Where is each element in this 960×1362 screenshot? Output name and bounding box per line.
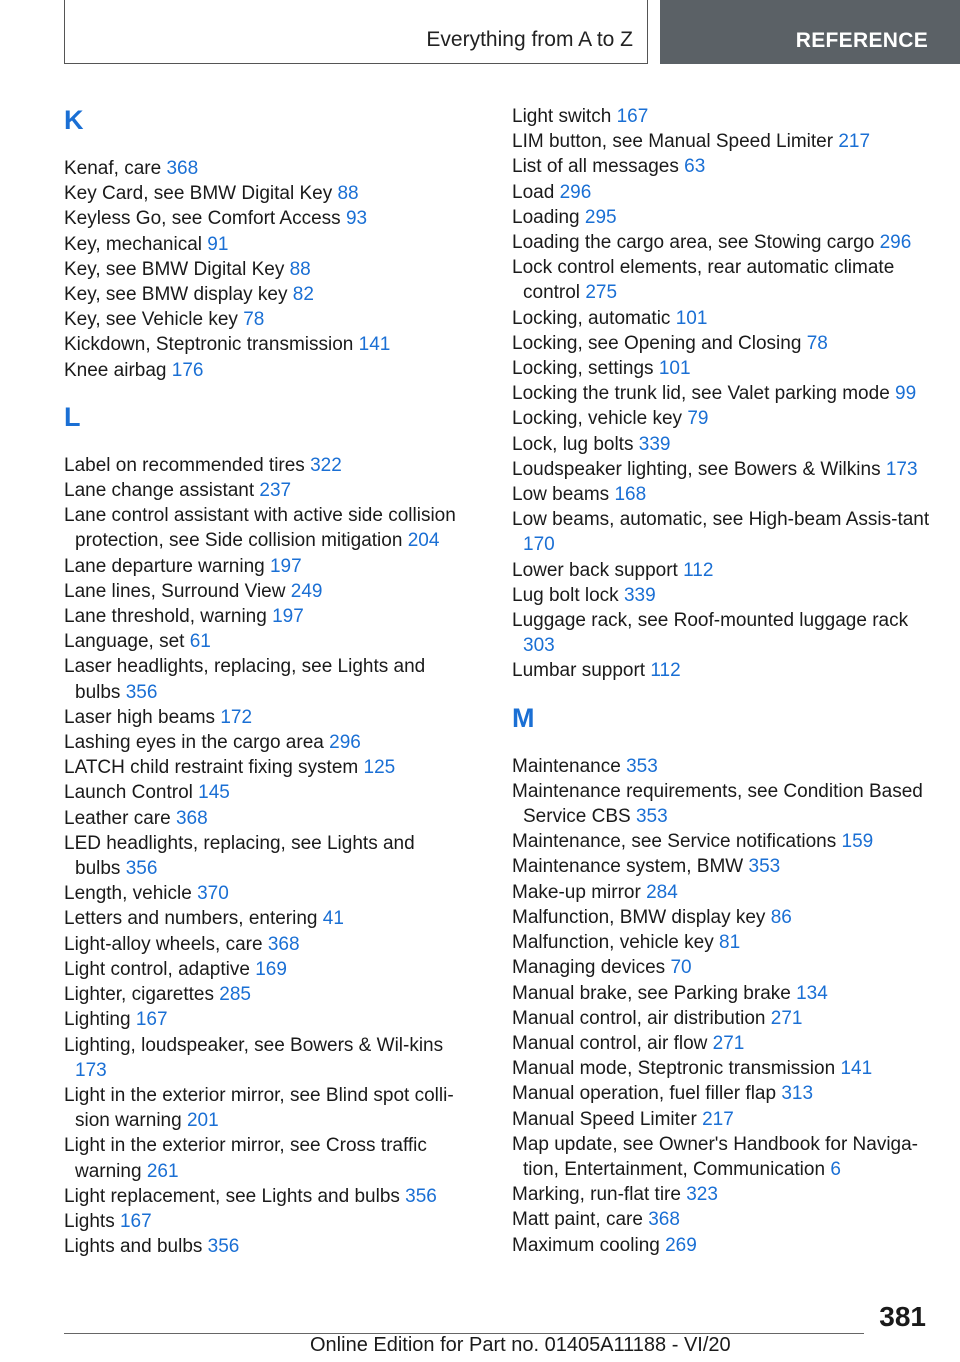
index-entry-text: Lighting, loudspeaker, see Bowers & Wil‐kins xyxy=(64,1034,444,1056)
index-entry xyxy=(512,1182,932,1207)
index-entry xyxy=(64,629,464,654)
index-page-link[interactable]: 170 xyxy=(523,534,555,556)
index-page-link[interactable]: 6 xyxy=(830,1158,841,1180)
index-entry xyxy=(64,755,464,780)
index-page-link[interactable]: 275 xyxy=(585,282,618,304)
index-page-link[interactable]: 61 xyxy=(189,631,211,653)
index-entry-text: Lane departure warning xyxy=(64,555,265,577)
header-tab-label: REFERENCE xyxy=(795,29,928,52)
index-entry xyxy=(512,180,932,205)
index-entry xyxy=(64,906,464,931)
index-entry xyxy=(64,332,464,357)
index-page-link[interactable]: 217 xyxy=(838,131,871,153)
index-page-link[interactable]: 125 xyxy=(363,757,396,779)
index-entry-text: Light switch xyxy=(512,106,612,127)
index-list-k xyxy=(64,156,464,383)
index-page-link[interactable]: 296 xyxy=(329,732,361,754)
index-page-link[interactable]: 82 xyxy=(292,284,314,306)
index-page-link[interactable]: 167 xyxy=(616,106,649,127)
index-entry-text: Language, set xyxy=(64,631,185,653)
index-entry xyxy=(64,982,464,1007)
index-entry-text: Malfunction, BMW display key xyxy=(512,906,766,928)
index-entry xyxy=(512,129,932,154)
index-entry-text: Lighter, cigarettes xyxy=(64,984,214,1006)
index-column-right xyxy=(512,104,932,1258)
index-entry xyxy=(64,932,464,957)
index-page-link[interactable]: 141 xyxy=(358,334,391,356)
index-page-link[interactable]: 261 xyxy=(146,1160,179,1182)
index-entry xyxy=(512,829,932,854)
index-page-link[interactable]: 169 xyxy=(255,958,287,980)
index-entry-text: Launch Control xyxy=(64,782,193,804)
index-page-link[interactable]: 145 xyxy=(198,782,230,804)
index-entry xyxy=(512,1031,932,1056)
index-entry-text: Load xyxy=(512,181,555,203)
index-page-link[interactable]: 141 xyxy=(840,1058,873,1080)
index-page-link[interactable]: 41 xyxy=(322,908,344,930)
index-entry xyxy=(512,955,932,980)
index-list-m xyxy=(512,754,932,1258)
index-entry-text: LIM button, see Manual Speed Limiter xyxy=(512,131,834,153)
index-entry-text: Key, see BMW Digital Key xyxy=(64,258,285,280)
index-entry xyxy=(512,905,932,930)
index-page-link[interactable]: 101 xyxy=(675,307,708,329)
index-entry xyxy=(512,331,932,356)
index-page-link[interactable]: 295 xyxy=(584,206,617,228)
index-entry-text: Key, see Vehicle key xyxy=(64,309,238,331)
index-entry xyxy=(64,282,464,307)
index-letter-l: L xyxy=(64,401,81,432)
index-list-l-continued xyxy=(512,104,932,684)
index-page-link[interactable]: 303 xyxy=(523,635,555,657)
index-page-link[interactable]: 99 xyxy=(895,383,917,405)
header-section-box xyxy=(64,0,648,64)
index-entry xyxy=(512,356,932,381)
index-entry xyxy=(512,381,932,406)
index-entry xyxy=(64,1033,464,1083)
index-entry xyxy=(512,658,932,683)
index-entry-text: Malfunction, vehicle key xyxy=(512,932,714,954)
index-entry xyxy=(64,1007,464,1032)
index-entry xyxy=(512,507,932,557)
index-entry-text: Maximum cooling xyxy=(512,1234,660,1256)
index-page-link[interactable]: 353 xyxy=(635,806,668,828)
index-entry-text: Lower back support xyxy=(512,559,678,581)
index-entry xyxy=(512,205,932,230)
page-header xyxy=(64,0,960,64)
index-page-link[interactable]: 322 xyxy=(310,454,342,476)
index-page-link[interactable]: 368 xyxy=(166,158,199,179)
index-entry xyxy=(64,478,464,503)
header-section-title: Everything from A to Z xyxy=(426,28,633,51)
index-page-link[interactable]: 368 xyxy=(175,807,208,829)
index-entry xyxy=(512,854,932,879)
index-page-link[interactable]: 269 xyxy=(665,1234,697,1256)
index-page-link[interactable]: 197 xyxy=(272,606,304,628)
index-entry xyxy=(512,930,932,955)
index-entry-text: Lighting xyxy=(64,1009,131,1031)
index-entry-text: Light in the exterior mirror, see Cross traffic warning xyxy=(64,1135,427,1182)
index-entry-text: Lock, lug bolts xyxy=(512,433,634,455)
index-page-link[interactable]: 370 xyxy=(197,883,229,905)
index-page-link[interactable]: 86 xyxy=(770,906,792,928)
index-entry xyxy=(64,780,464,805)
index-entry xyxy=(512,1233,932,1258)
index-entry xyxy=(64,307,464,332)
index-page-link[interactable]: 237 xyxy=(259,480,292,502)
index-entry-text: Manual operation, fuel filler flap xyxy=(512,1083,777,1105)
index-entry xyxy=(512,306,932,331)
index-entry-text: Loading the cargo area, see Stowing cargo xyxy=(512,232,875,254)
index-entry-text: Kenaf, care xyxy=(64,158,162,179)
index-page-link[interactable]: 134 xyxy=(796,982,828,1004)
index-page-link[interactable]: 356 xyxy=(405,1185,437,1207)
index-entry xyxy=(64,604,464,629)
index-entry xyxy=(64,358,464,383)
index-entry-text: Lane threshold, warning xyxy=(64,606,267,628)
index-entry-text: Keyless Go, see Comfort Access xyxy=(64,208,341,230)
index-page-link[interactable]: 285 xyxy=(219,984,251,1006)
index-entry xyxy=(64,1234,464,1259)
index-entry-text: Key, mechanical xyxy=(64,233,202,255)
index-entry xyxy=(64,654,464,704)
index-page-link[interactable]: 112 xyxy=(683,559,714,581)
footer-edition-text: Online Edition for Part no. 01405A11188 - VI/20 xyxy=(310,1334,731,1356)
index-entry-text: Lock control elements, rear automatic climate control xyxy=(512,257,895,304)
index-entry-text: Lug bolt lock xyxy=(512,584,619,606)
index-entry xyxy=(512,1081,932,1106)
index-page-link[interactable]: 173 xyxy=(75,1059,107,1081)
index-entry xyxy=(64,503,464,553)
index-entry-text: Manual control, air flow xyxy=(512,1032,708,1054)
index-letter-m: M xyxy=(512,702,535,733)
index-page-link[interactable]: 112 xyxy=(650,660,681,682)
index-entry-text: LATCH child restraint fixing system xyxy=(64,757,359,779)
index-page-link[interactable]: 79 xyxy=(687,408,709,430)
index-entry xyxy=(64,957,464,982)
index-page-link[interactable]: 339 xyxy=(623,584,656,606)
index-entry xyxy=(512,255,932,305)
index-entry-text: Map update, see Owner's Handbook for Naviga‐tion, Entertainment, Communication xyxy=(512,1133,919,1180)
index-entry xyxy=(512,154,932,179)
index-entry xyxy=(512,1207,932,1232)
index-entry xyxy=(64,1083,464,1133)
index-page-link[interactable]: 356 xyxy=(125,681,158,703)
index-page-link[interactable]: 101 xyxy=(658,358,691,380)
index-entry xyxy=(64,831,464,881)
index-page-link[interactable]: 356 xyxy=(125,858,158,880)
index-entry-text: Lashing eyes in the cargo area xyxy=(64,732,324,754)
index-entry-text: Key Card, see BMW Digital Key xyxy=(64,183,333,205)
index-entry xyxy=(512,482,932,507)
index-entry xyxy=(64,232,464,257)
index-entry-text: Marking, run-flat tire xyxy=(512,1184,681,1206)
index-entry xyxy=(512,754,932,779)
index-entry-text: Luggage rack, see Roof-mounted luggage rack xyxy=(512,610,909,632)
index-page-link[interactable]: 201 xyxy=(186,1110,219,1132)
index-page-link[interactable]: 88 xyxy=(289,258,311,280)
index-entry-text: Laser headlights, replacing, see Lights and bulbs xyxy=(64,656,426,703)
index-column-left xyxy=(64,104,464,1259)
index-page-link[interactable]: 296 xyxy=(559,181,592,203)
index-entry-text: Managing devices xyxy=(512,957,666,979)
index-entry-text: Loading xyxy=(512,206,580,228)
index-entry-text: Length, vehicle xyxy=(64,883,192,905)
index-page-link[interactable]: 284 xyxy=(646,881,678,903)
index-page-link[interactable]: 168 xyxy=(614,484,647,506)
index-entry xyxy=(64,453,464,478)
index-entry-text: Lane lines, Surround View xyxy=(64,580,286,602)
index-entry xyxy=(64,579,464,604)
index-page-link[interactable]: 167 xyxy=(135,1009,168,1031)
index-entry-text: Light control, adaptive xyxy=(64,958,250,980)
index-entry-text: Maintenance requirements, see Condition Based Service CBS xyxy=(512,780,923,828)
index-page-link[interactable]: 167 xyxy=(119,1210,152,1232)
index-page-link[interactable]: 78 xyxy=(243,309,265,331)
index-entry-text: Light replacement, see Lights and bulbs xyxy=(64,1185,400,1207)
index-entry-text: Light in the exterior mirror, see Blind spot colli‐sion warning xyxy=(64,1084,454,1132)
index-entry-text: LED headlights, replacing, see Lights and bulbs xyxy=(64,832,415,880)
index-entry-text: Maintenance, see Service notifications xyxy=(512,831,837,853)
index-page-link[interactable]: 88 xyxy=(337,183,359,205)
index-page-link[interactable]: 81 xyxy=(719,932,741,954)
index-page-link[interactable]: 353 xyxy=(748,856,781,878)
index-entry-text: Matt paint, care xyxy=(512,1209,643,1231)
index-entry xyxy=(64,806,464,831)
index-entry xyxy=(512,1056,932,1081)
index-page-link[interactable]: 159 xyxy=(841,831,874,853)
index-entry xyxy=(64,181,464,206)
index-entry-text: Laser high beams xyxy=(64,706,216,728)
index-entry-text: Locking, automatic xyxy=(512,307,671,329)
index-entry-text: Loudspeaker lighting, see Bowers & Wilkins xyxy=(512,458,881,480)
index-entry-text: Lumbar support xyxy=(512,660,646,682)
index-entry xyxy=(64,881,464,906)
index-page-link[interactable]: 339 xyxy=(638,433,671,455)
index-entry xyxy=(512,230,932,255)
index-entry-text: Key, see BMW display key xyxy=(64,284,288,306)
index-page-link[interactable]: 173 xyxy=(885,458,918,480)
index-page-link[interactable]: 70 xyxy=(670,957,692,979)
index-page-link[interactable]: 172 xyxy=(220,706,253,728)
index-entry-text: Low beams, automatic, see High-beam Assis‐tant xyxy=(512,509,930,531)
index-entry-text: Knee airbag xyxy=(64,359,167,381)
index-page-link[interactable]: 271 xyxy=(712,1032,745,1054)
index-entry xyxy=(64,1133,464,1183)
index-entry-text: Lane change assistant xyxy=(64,480,255,502)
index-entry-text: Kickdown, Steptronic transmission xyxy=(64,334,354,356)
index-entry xyxy=(512,406,932,431)
index-entry-text: Lights xyxy=(64,1210,115,1232)
index-list-l xyxy=(64,453,464,1260)
index-entry xyxy=(512,981,932,1006)
index-page-link[interactable]: 204 xyxy=(407,530,440,552)
index-entry-text: Light-alloy wheels, care xyxy=(64,933,263,955)
index-page-link[interactable]: 78 xyxy=(806,332,828,354)
index-entry-text: Locking, see Opening and Closing xyxy=(512,332,802,354)
index-page-link[interactable]: 197 xyxy=(269,555,302,577)
index-entry-text: Maintenance system, BMW xyxy=(512,856,744,878)
index-page-link[interactable]: 368 xyxy=(267,933,300,955)
index-page-link[interactable]: 271 xyxy=(770,1007,803,1029)
index-entry xyxy=(512,608,932,658)
index-page-link[interactable]: 63 xyxy=(684,156,706,178)
index-entry-text: Manual control, air distribution xyxy=(512,1007,766,1029)
index-page-link[interactable]: 368 xyxy=(648,1209,680,1231)
index-entry-text: Label on recommended tires xyxy=(64,454,305,476)
index-page-link[interactable]: 313 xyxy=(781,1083,814,1105)
index-page-link[interactable]: 353 xyxy=(626,755,658,777)
index-entry xyxy=(512,1132,932,1182)
header-tab-box xyxy=(660,0,960,64)
index-entry xyxy=(64,554,464,579)
index-entry-text: Lights and bulbs xyxy=(64,1236,203,1258)
index-page-link[interactable]: 93 xyxy=(345,208,368,230)
index-page-link[interactable]: 356 xyxy=(207,1236,240,1258)
index-letter-k: K xyxy=(64,105,84,135)
index-entry-text: Manual brake, see Parking brake xyxy=(512,982,791,1004)
index-entry-text: Leather care xyxy=(64,807,171,829)
index-entry xyxy=(64,156,464,181)
page-number: 381 xyxy=(879,1301,926,1332)
index-entry xyxy=(512,583,932,608)
index-entry xyxy=(512,1107,932,1132)
index-entry xyxy=(64,257,464,282)
index-entry xyxy=(512,558,932,583)
index-entry xyxy=(512,104,932,129)
index-entry xyxy=(64,730,464,755)
index-entry xyxy=(512,880,932,905)
index-entry-text: Letters and numbers, entering xyxy=(64,908,318,930)
index-entry xyxy=(512,432,932,457)
index-page-link[interactable]: 323 xyxy=(686,1184,718,1206)
index-entry-text: Manual Speed Limiter xyxy=(512,1108,697,1130)
index-entry-text: Lane control assistant with active side collision protection, see Side collision mitigation xyxy=(64,505,456,552)
index-entry-text: Locking, vehicle key xyxy=(512,408,683,430)
index-page-link[interactable]: 217 xyxy=(702,1108,734,1130)
index-entry-text: Manual mode, Steptronic transmission xyxy=(512,1058,836,1080)
index-entry xyxy=(64,705,464,730)
index-entry xyxy=(512,1006,932,1031)
index-page-link[interactable]: 91 xyxy=(207,233,229,255)
index-entry-text: Maintenance xyxy=(512,755,621,777)
index-entry xyxy=(64,1209,464,1234)
index-entry xyxy=(512,779,932,829)
index-page-link[interactable]: 296 xyxy=(879,232,912,254)
index-entry xyxy=(512,457,932,482)
index-entry-text: Low beams xyxy=(512,484,610,506)
index-entry-text: List of all messages xyxy=(512,156,679,178)
index-entry xyxy=(64,1184,464,1209)
index-page-link[interactable]: 176 xyxy=(171,359,204,381)
index-page-link[interactable]: 249 xyxy=(290,580,323,602)
index-entry-text: Make-up mirror xyxy=(512,881,641,903)
index-entry xyxy=(64,206,464,231)
index-entry-text: Locking the trunk lid, see Valet parking mode xyxy=(512,383,890,405)
index-entry-text: Locking, settings xyxy=(512,358,654,380)
